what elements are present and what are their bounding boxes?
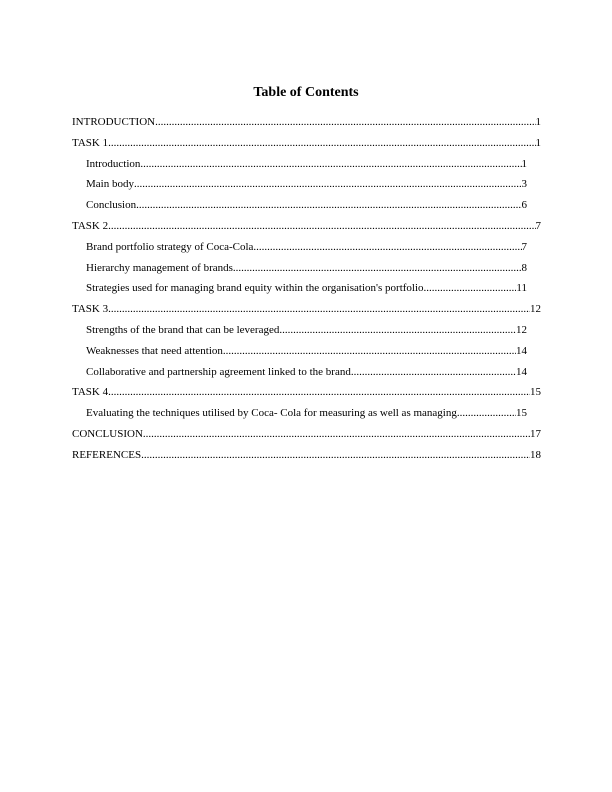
- toc-page-number: 3: [521, 178, 527, 191]
- toc-leader-dots: [108, 136, 535, 150]
- toc-entry-label: TASK 2: [72, 219, 109, 232]
- toc-leader-dots: [279, 323, 516, 337]
- toc-entry-main-body[interactable]: [0, 173, 612, 194]
- toc-entry-task-4[interactable]: [0, 381, 612, 402]
- toc-entry-evaluating-techniques[interactable]: [0, 402, 612, 423]
- toc-page-number: 7: [535, 219, 541, 232]
- toc-page-number: 1: [535, 116, 541, 128]
- toc-leader-dots: [457, 406, 516, 420]
- toc-leader-dots: [223, 344, 516, 358]
- toc-page-number: 11: [516, 282, 527, 295]
- toc-leader-dots: [143, 427, 530, 441]
- toc-page-number: 1: [535, 136, 541, 149]
- toc-page-number: 14: [516, 344, 527, 357]
- toc-page-number: 14: [516, 365, 527, 378]
- toc-entry-label: INTRODUCTION: [72, 116, 156, 128]
- toc-entry-task-2[interactable]: [0, 215, 612, 236]
- toc-page-number: 15: [530, 386, 541, 399]
- toc-entry-hierarchy-management[interactable]: [0, 257, 612, 278]
- toc-leader-dots: [155, 115, 535, 129]
- toc-leader-dots: [233, 261, 522, 275]
- toc-entry-label: Hierarchy management of brands: [86, 261, 233, 274]
- toc-leader-dots: [134, 177, 522, 191]
- toc-entry-brand-equity-strategies[interactable]: [0, 277, 612, 298]
- toc-leader-dots: [424, 281, 517, 295]
- toc-title: Table of Contents: [253, 85, 359, 100]
- toc-entry-label: Collaborative and partnership agreement linked to the brand: [86, 365, 351, 378]
- toc-page-number: 1: [521, 157, 527, 170]
- toc-list: [0, 111, 612, 465]
- toc-entry-label: Evaluating the techniques utilised by Coca- Cola for measuring as well as managing: [86, 407, 457, 420]
- toc-leader-dots: [141, 448, 530, 462]
- toc-entry-label: Strategies used for managing brand equity within the organisation's portfolio: [86, 282, 424, 295]
- toc-entry-introduction[interactable]: [0, 111, 612, 132]
- toc-page-number: 15: [516, 407, 527, 420]
- toc-entry-task-1[interactable]: [0, 132, 612, 153]
- toc-page-number: 17: [530, 427, 541, 440]
- toc-entry-brand-portfolio-strategy[interactable]: [0, 236, 612, 257]
- toc-entry-label: Weaknesses that need attention: [86, 344, 223, 357]
- toc-page-number: 7: [521, 240, 527, 253]
- toc-entry-label: Conclusion: [86, 199, 137, 212]
- toc-entry-conclusion[interactable]: [0, 423, 612, 444]
- toc-entry-label: TASK 3: [72, 303, 109, 316]
- toc-entry-label: TASK 4: [72, 386, 109, 399]
- toc-entry-label: Main body: [86, 178, 134, 191]
- toc-page-number: 18: [530, 448, 541, 461]
- toc-leader-dots: [108, 219, 535, 233]
- toc-entry-label: REFERENCES: [72, 448, 142, 461]
- toc-leader-dots: [140, 157, 521, 171]
- toc-entry-partnership-agreement[interactable]: [0, 361, 612, 382]
- toc-entry-task-3[interactable]: [0, 298, 612, 319]
- toc-entry-label: CONCLUSION: [72, 427, 143, 440]
- toc-leader-dots: [108, 385, 530, 399]
- toc-leader-dots: [351, 365, 516, 379]
- toc-entry-strengths[interactable]: [0, 319, 612, 340]
- toc-entry-task-1-introduction[interactable]: [0, 153, 612, 174]
- toc-entry-label: TASK 1: [72, 136, 109, 149]
- toc-page-number: 8: [521, 261, 527, 274]
- toc-entry-references[interactable]: [0, 444, 612, 465]
- toc-entry-task-1-conclusion[interactable]: [0, 194, 612, 215]
- toc-page-number: 12: [516, 323, 527, 336]
- toc-entry-label: Introduction: [86, 157, 141, 170]
- toc-leader-dots: [136, 198, 521, 212]
- toc-page-number: 12: [530, 303, 541, 316]
- toc-entry-label: Brand portfolio strategy of Coca-Cola: [86, 240, 254, 253]
- toc-leader-dots: [253, 240, 521, 254]
- toc-leader-dots: [108, 302, 530, 316]
- toc-page-number: 6: [521, 199, 527, 212]
- toc-entry-label: Strengths of the brand that can be leveraged: [86, 323, 280, 336]
- toc-entry-weaknesses[interactable]: [0, 340, 612, 361]
